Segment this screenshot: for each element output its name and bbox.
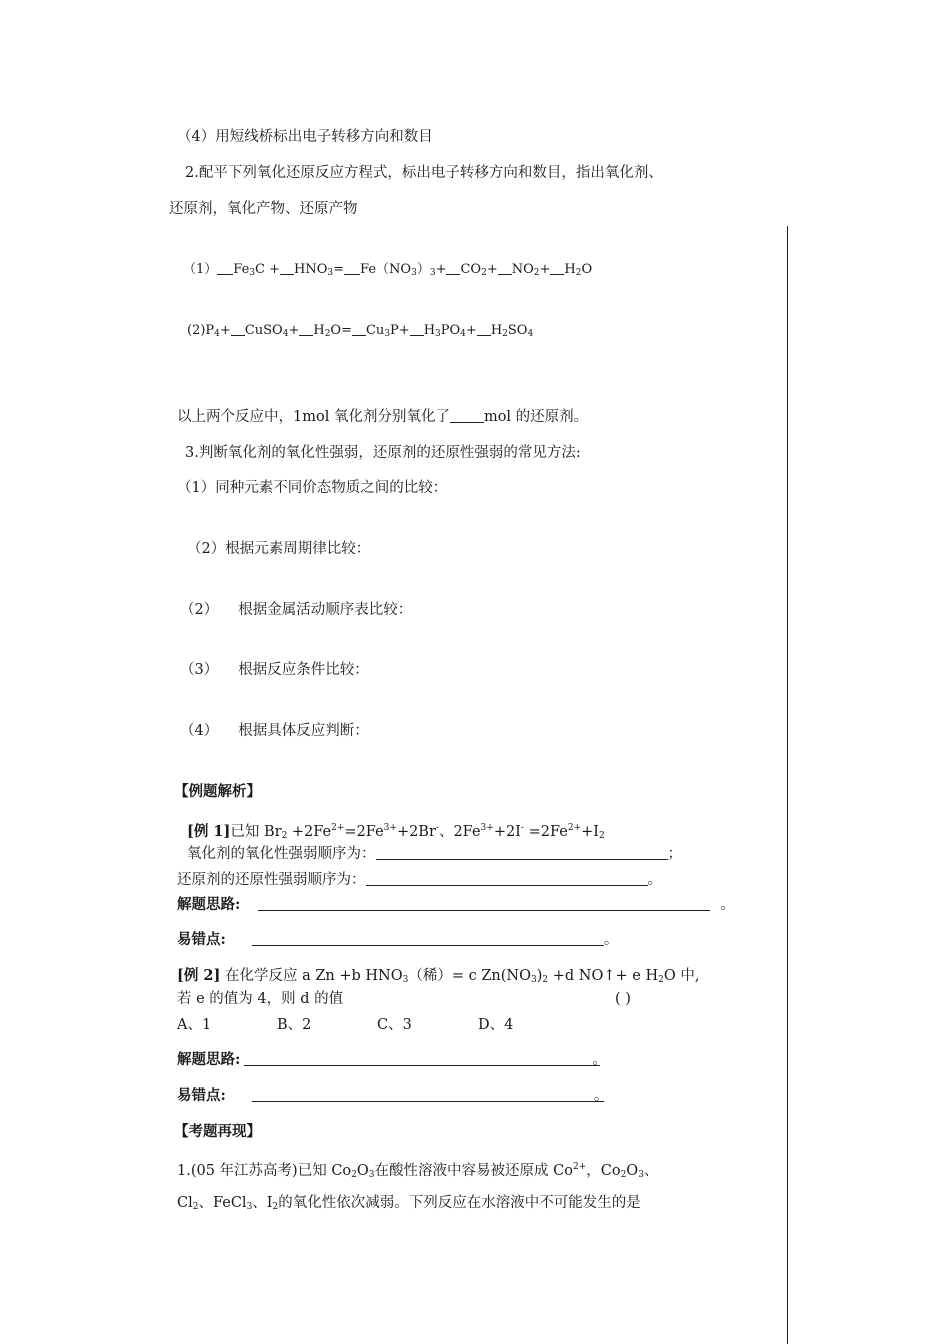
example-2: [例 2] 在化学反应 a Zn +b $HNO_3$（稀）= c $Zn(NO_3)_2 +d$ NO↑+ e $H_2O$ 中, <box>177 967 700 985</box>
pitfalls-blank-2[interactable] <box>252 1087 604 1102</box>
option-a[interactable]: A、1 <box>177 1017 212 1033</box>
option-b[interactable]: B、2 <box>277 1017 312 1033</box>
pitfalls-blank-1[interactable] <box>252 931 604 946</box>
example-1-reductant-order: 还原剂的还原性强弱顺序为： 。 <box>177 872 662 888</box>
step-4: （4）用短线桥标出电子转移方向和数目 <box>177 129 433 145</box>
method-2: （2）根据元素周期律比较： <box>187 541 371 557</box>
question-2-line2: 还原剂，氧化产物、还原产物 <box>169 201 358 217</box>
example-1-oxidant-order: 氧化剂的氧化性强弱顺序为： ； <box>187 846 682 862</box>
exam-problem-1-line1: 1.(05 年江苏高考)已知 $Co_2O_3$在酸性溶液中容易被还原成 $Co^{2+}$，$Co_2O_3$、 <box>177 1162 659 1180</box>
section-exam-review: 【考题再现】 <box>174 1123 261 1140</box>
right-margin-rule <box>787 226 788 1344</box>
equation-2: $(2)P_4+$ CuSO$_4$+ $H_2O= Cu_3P+ H_3PO_4+ H_2SO_4$ <box>187 323 534 339</box>
method-5: （4） 根据具体反应判断： <box>180 723 369 739</box>
approach-blank-2[interactable] <box>244 1051 600 1066</box>
example-2-pitfalls: 易错点: 。 <box>177 1087 609 1104</box>
option-d[interactable]: D、4 <box>478 1017 514 1033</box>
question-2-line1: 2.配平下列氧化还原反应方程式，标出电子转移方向和数目，指出氧化剂、 <box>185 165 663 181</box>
reductant-order-blank[interactable] <box>366 871 648 886</box>
example-2-line2: 若 e 的值为 4，则 d 的值 ( ) <box>177 991 631 1007</box>
option-c[interactable]: C、3 <box>377 1017 412 1033</box>
mol-question: 以上两个反应中，1mol 氧化剂分别氧化了 mol 的还原剂。 <box>177 409 589 425</box>
question-3: 3.判断氧化剂的氧化性强弱，还原剂的还原性强弱的常见方法: <box>185 445 581 461</box>
example-1-pitfalls: 易错点: 。 <box>177 931 619 948</box>
method-3: （2） 根据金属活动顺序表比较： <box>180 602 413 618</box>
exam-problem-1-line2: $Cl_2$、FeCl$_3$、$I_2$的氧化性依次减弱。下列反应在水溶液中不可能发生的是 <box>177 1195 641 1212</box>
approach-blank-1[interactable] <box>258 896 710 911</box>
example-2-approach: 解题思路: 。 <box>177 1051 607 1068</box>
method-1: （1）同种元素不同价态物质之间的比较： <box>177 480 448 496</box>
section-examples: 【例题解析】 <box>174 783 261 800</box>
equation-1: （1） $Fe_3C + HNO_3= Fe(NO_3)_3+ CO_2+ NO_2+ H_2O$ <box>183 262 593 278</box>
example-1: [例 1]已知 $Br_2 +2Fe^{2+}=2Fe^{3+}+2Br^-$、$2Fe^{3+}+2I^- =2Fe^{2+}+I_2$ <box>187 823 605 841</box>
mol-blank[interactable] <box>450 408 484 423</box>
example-1-approach: 解题思路: 。 <box>177 896 735 913</box>
oxidant-order-blank[interactable] <box>376 845 668 860</box>
method-4: （3） 根据反应条件比较： <box>180 662 369 678</box>
